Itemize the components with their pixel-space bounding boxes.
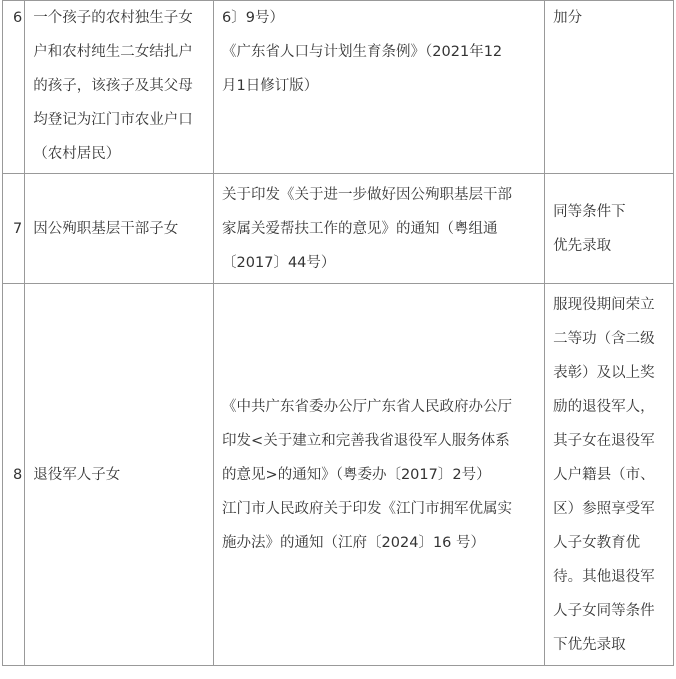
policy-table	[2, 0, 674, 666]
remarks-line: 加分	[553, 10, 583, 26]
remarks-line: 优先录取	[553, 237, 612, 254]
document-line: 6〕9号）	[222, 10, 284, 26]
category-line: 均登记为江门市农业户口	[33, 112, 193, 128]
row-number	[3, 284, 25, 666]
category-cell	[25, 174, 214, 284]
remarks-line: 待。其他退役军	[553, 568, 655, 585]
remarks-line: 下优先录取	[553, 636, 626, 653]
remarks-line: 服现役期间荣立	[553, 296, 655, 313]
document-line: 印发<关于建立和完善我省退役军人服务体系	[222, 432, 510, 449]
category-line: 的孩子，该孩子及其父母	[33, 78, 193, 94]
row-number	[3, 1, 25, 174]
remarks-cell	[545, 1, 674, 174]
table-body	[3, 1, 674, 666]
remarks-line: 励的退役军人，	[553, 398, 655, 415]
policy-document-cell	[214, 174, 545, 284]
row-number-text: 7	[13, 220, 23, 237]
document-line: 家属关爱帮扶工作的意见》的通知（粤组通	[222, 220, 498, 237]
table-row	[3, 174, 674, 284]
document-line: 施办法》的通知（江府〔2024〕16 号）	[222, 534, 486, 551]
row-number-text: 6	[13, 10, 23, 26]
category-cell	[25, 284, 214, 666]
remarks-line: 同等条件下	[553, 203, 626, 220]
table-row	[3, 1, 674, 174]
remarks-line: 二等功（含二级	[553, 330, 655, 347]
category-line: 户和农村纯生二女结扎户	[33, 44, 193, 60]
row-number-text: 8	[13, 466, 23, 483]
category-cell	[25, 1, 214, 174]
remarks-line: 其子女在退役军	[553, 432, 655, 449]
remarks-cell	[545, 284, 674, 666]
remarks-line: 区）参照享受军	[553, 500, 655, 517]
document-line: 江门市人民政府关于印发《江门市拥军优属实	[222, 500, 513, 517]
category-line: （农村居民）	[33, 146, 121, 162]
category-line: 一个孩子的农村独生子女	[33, 10, 193, 26]
remarks-cell	[545, 174, 674, 284]
category-line: 因公殉职基层干部子女	[33, 220, 179, 237]
remarks-line: 人子女教育优	[553, 534, 641, 551]
document-line: 关于印发《关于进一步做好因公殉职基层干部	[222, 186, 513, 203]
document-line: 月1日修订版）	[222, 78, 319, 94]
document-line: 《中共广东省委办公厅广东省人民政府办公厅	[222, 398, 513, 415]
policy-document-cell	[214, 284, 545, 666]
document-line: 〔2017〕44号）	[222, 254, 336, 271]
policy-document-cell	[214, 1, 545, 174]
table-row	[3, 284, 674, 666]
remarks-line: 表彰）及以上奖	[553, 364, 655, 381]
category-line: 退役军人子女	[33, 466, 121, 483]
row-number	[3, 174, 25, 284]
document-line: 《广东省人口与计划生育条例》（2021年12	[222, 44, 503, 60]
remarks-line: 人户籍县（市、	[553, 466, 655, 483]
document-line: 的意见>的通知》（粤委办〔2017〕2号）	[222, 466, 491, 483]
remarks-line: 人子女同等条件	[553, 602, 655, 619]
